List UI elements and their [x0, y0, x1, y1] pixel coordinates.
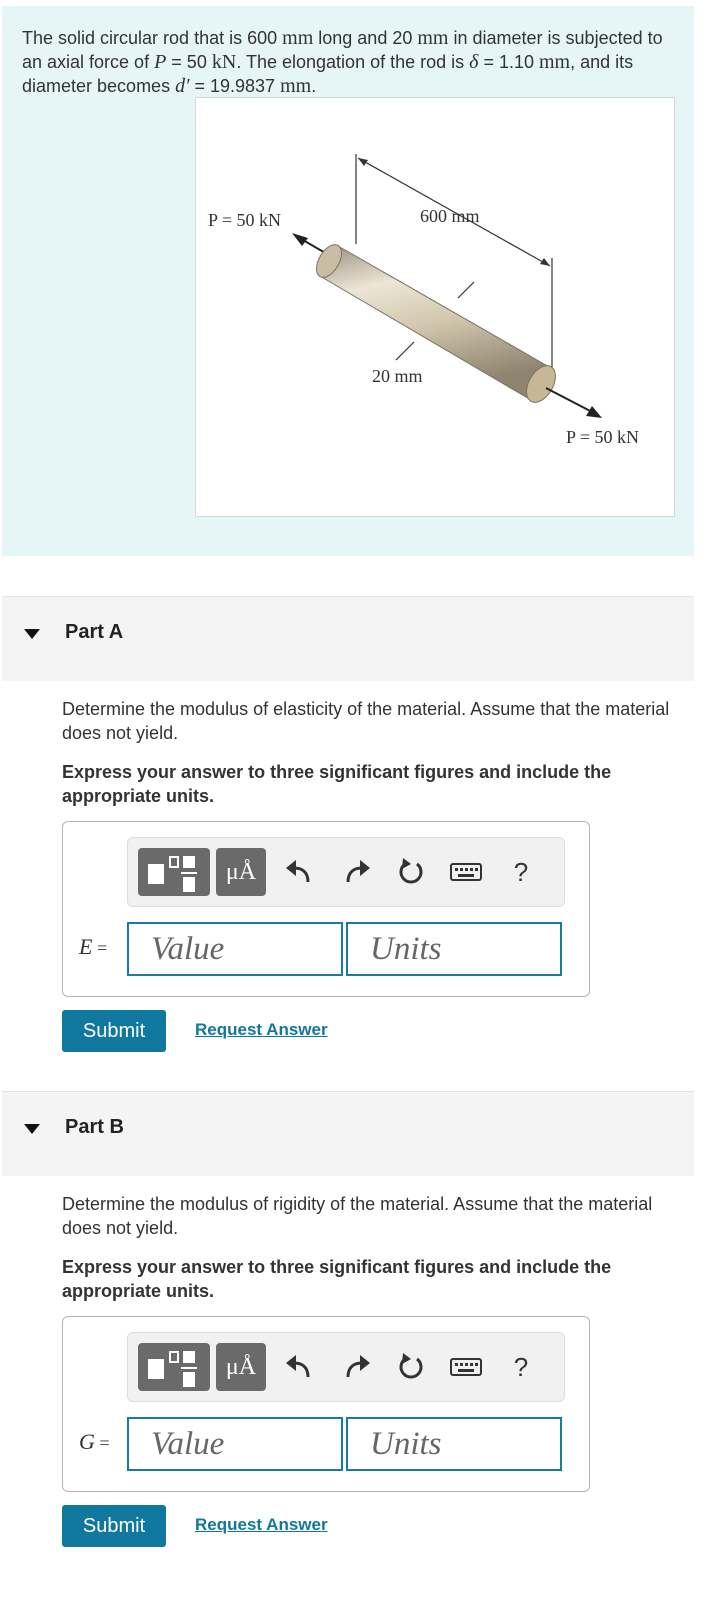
part-b-instruction: Express your answer to three significant figures and include the appropriate units.	[62, 1257, 612, 1301]
part-a-header[interactable]	[2, 596, 694, 681]
variable-label: G =	[79, 1429, 110, 1454]
value-input[interactable]: Value	[127, 1417, 343, 1471]
part-b-header[interactable]	[2, 1091, 694, 1176]
force-arrow-right	[546, 388, 596, 414]
part-a-answer-box	[62, 821, 590, 997]
units-input[interactable]: Units	[346, 1417, 562, 1471]
part-b-answer-box	[62, 1316, 590, 1492]
keyboard-icon[interactable]	[448, 1349, 484, 1385]
force-label-left: P = 50 kN	[208, 210, 281, 230]
units-symbols-button[interactable]: μÅ	[216, 1343, 266, 1391]
caret-down-icon[interactable]	[24, 629, 40, 639]
caret-down-icon[interactable]	[24, 1124, 40, 1134]
submit-button[interactable]: Submit	[62, 1010, 166, 1052]
help-icon[interactable]: ?	[513, 857, 529, 887]
units-input[interactable]: Units	[346, 922, 562, 976]
part-a-question: Determine the modulus of elasticity of the material. Assume that the material does not yield.	[62, 699, 670, 743]
rod-figure	[195, 97, 675, 517]
problem-statement: The solid circular rod that is 600 mm long and 20 mm in diameter is subjected to an axial force of P = 50 kN. The elongation of the rod is δ = 1.10 mm, and its diameter becomes d′ = 19.9837 mm.	[22, 27, 663, 97]
submit-button[interactable]: Submit	[62, 1505, 166, 1547]
rod-body	[320, 246, 551, 400]
diameter-label: 20 mm	[372, 366, 423, 386]
part-a-title: Part A	[65, 621, 124, 643]
undo-icon[interactable]	[282, 1349, 316, 1385]
reset-icon[interactable]	[394, 1349, 428, 1385]
variable-label: E =	[79, 934, 108, 959]
redo-icon[interactable]	[340, 854, 374, 890]
rod-diagram	[196, 98, 674, 516]
math-toolbar	[127, 1332, 565, 1402]
length-label: 600 mm	[420, 206, 480, 226]
part-a-instruction: Express your answer to three significant figures and include the appropriate units.	[62, 762, 612, 806]
keyboard-icon[interactable]	[448, 854, 484, 890]
units-symbols-button[interactable]: μÅ	[216, 848, 266, 896]
part-b-title: Part B	[65, 1116, 124, 1138]
templates-button[interactable]	[138, 1343, 210, 1391]
redo-icon[interactable]	[340, 1349, 374, 1385]
request-answer-link[interactable]: Request Answer	[195, 1020, 328, 1039]
undo-icon[interactable]	[282, 854, 316, 890]
value-input[interactable]: Value	[127, 922, 343, 976]
templates-button[interactable]	[138, 848, 210, 896]
reset-icon[interactable]	[394, 854, 428, 890]
part-b-question: Determine the modulus of rigidity of the material. Assume that the material does not yield.	[62, 1194, 653, 1238]
diameter-leader	[396, 342, 414, 360]
problem-panel	[2, 6, 694, 556]
force-label-right: P = 50 kN	[566, 427, 639, 447]
help-icon[interactable]: ?	[513, 1352, 529, 1382]
math-toolbar	[127, 837, 565, 907]
request-answer-link[interactable]: Request Answer	[195, 1515, 328, 1534]
